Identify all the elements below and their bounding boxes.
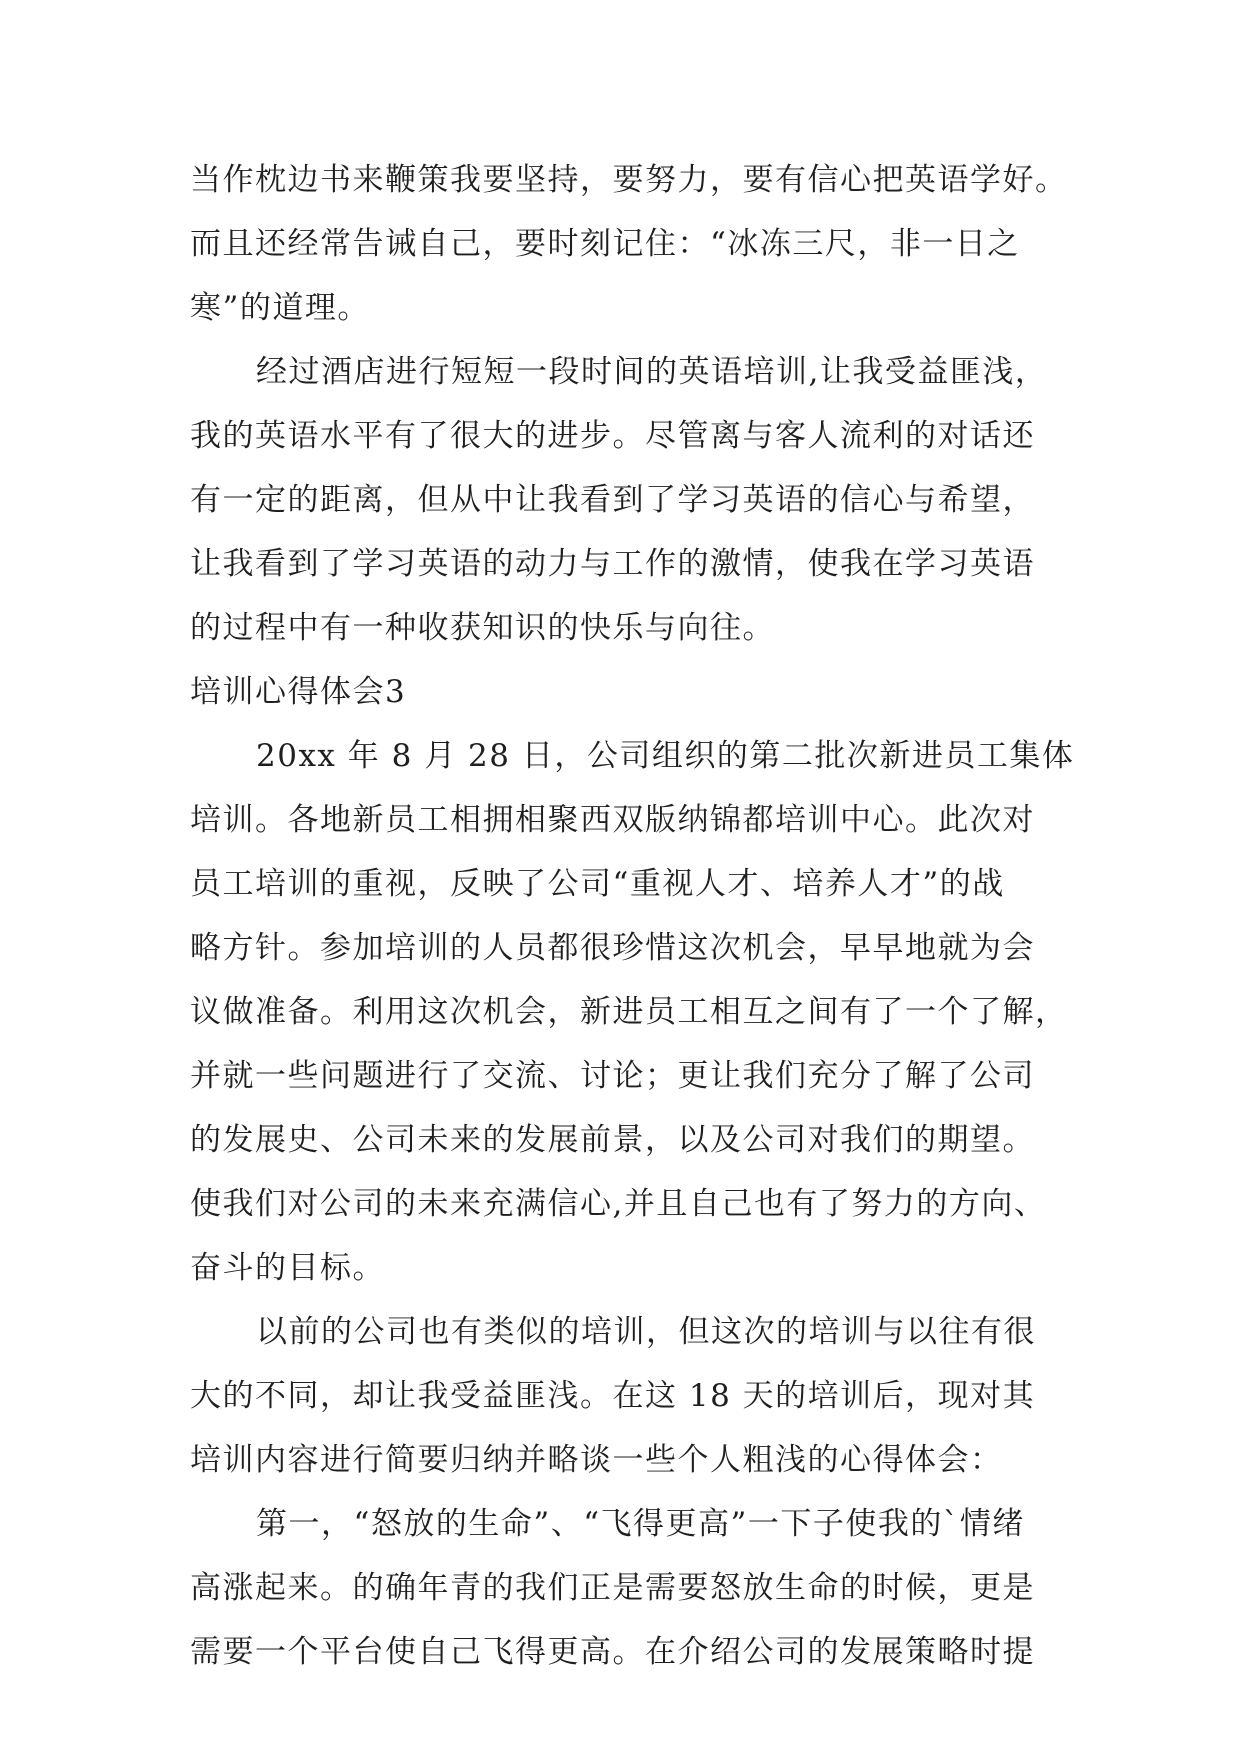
text-line: 使我们对公司的未来充满信心,并且自己也有了努力的方向、 — [190, 1186, 1047, 1222]
text-line: 我的英语水平有了很大的进步。尽管离与客人流利的对话还 — [190, 418, 1035, 454]
text-line: 20xx 年 8 月 28 日，公司组织的第二批次新进员工集体 — [256, 738, 1075, 774]
text-line: 以前的公司也有类似的培训，但这次的培训与以往有很 — [256, 1314, 1036, 1350]
text-line: 议做准备。利用这次机会，新进员工相互之间有了一个了解， — [190, 994, 1068, 1030]
text-line: 有一定的距离，但从中让我看到了学习英语的信心与希望， — [190, 482, 1035, 518]
text-line: 大的不同，却让我受益匪浅。在这 18 天的培训后，现对其 — [190, 1378, 1036, 1414]
paragraph-3 — [190, 724, 1075, 1300]
text-line: 员工培训的重视，反映了公司“重视人才、培养人才”的战 — [190, 866, 1005, 902]
text-line: 略方针。参加培训的人员都很珍惜这次机会，早早地就为会 — [190, 930, 1035, 966]
text-line: 的过程中有一种收获知识的快乐与向往。 — [190, 610, 775, 646]
text-line: 第一，“怒放的生命”、“飞得更高”一下子使我的`情绪 — [256, 1506, 1025, 1542]
text-line: 高涨起来。的确年青的我们正是需要怒放生命的时候，更是 — [190, 1570, 1035, 1606]
text-line: 并就一些问题进行了交流、讨论；更让我们充分了解了公司 — [190, 1058, 1035, 1094]
document-page — [190, 148, 1075, 1684]
text-line: 当作枕边书来鞭策我要坚持，要努力，要有信心把英语学好。 — [190, 162, 1068, 198]
text-line: 寒”的道理。 — [190, 290, 370, 326]
text-line: 培训内容进行简要归纳并略谈一些个人粗浅的心得体会： — [190, 1442, 1003, 1478]
text-line: 经过酒店进行短短一段时间的英语培训,让我受益匪浅， — [256, 354, 1048, 390]
paragraph-2 — [190, 340, 1060, 660]
section-heading: 培训心得体会3 — [190, 674, 407, 710]
paragraph-4 — [190, 1300, 1060, 1492]
text-line: 培训。各地新员工相拥相聚西双版纳锦都培训中心。此次对 — [190, 802, 1035, 838]
text-line: 需要一个平台使自己飞得更高。在介绍公司的发展策略时提 — [190, 1634, 1035, 1670]
text-line: 的发展史、公司未来的发展前景，以及公司对我们的期望。 — [190, 1122, 1035, 1158]
text-line: 让我看到了学习英语的动力与工作的激情，使我在学习英语 — [190, 546, 1035, 582]
text-line: 而且还经常告诫自己，要时刻记住：“冰冻三尺，非一日之 — [190, 226, 1020, 262]
paragraph-1 — [190, 148, 1068, 340]
text-line: 奋斗的目标。 — [190, 1250, 385, 1286]
paragraph-5 — [190, 1492, 1060, 1684]
